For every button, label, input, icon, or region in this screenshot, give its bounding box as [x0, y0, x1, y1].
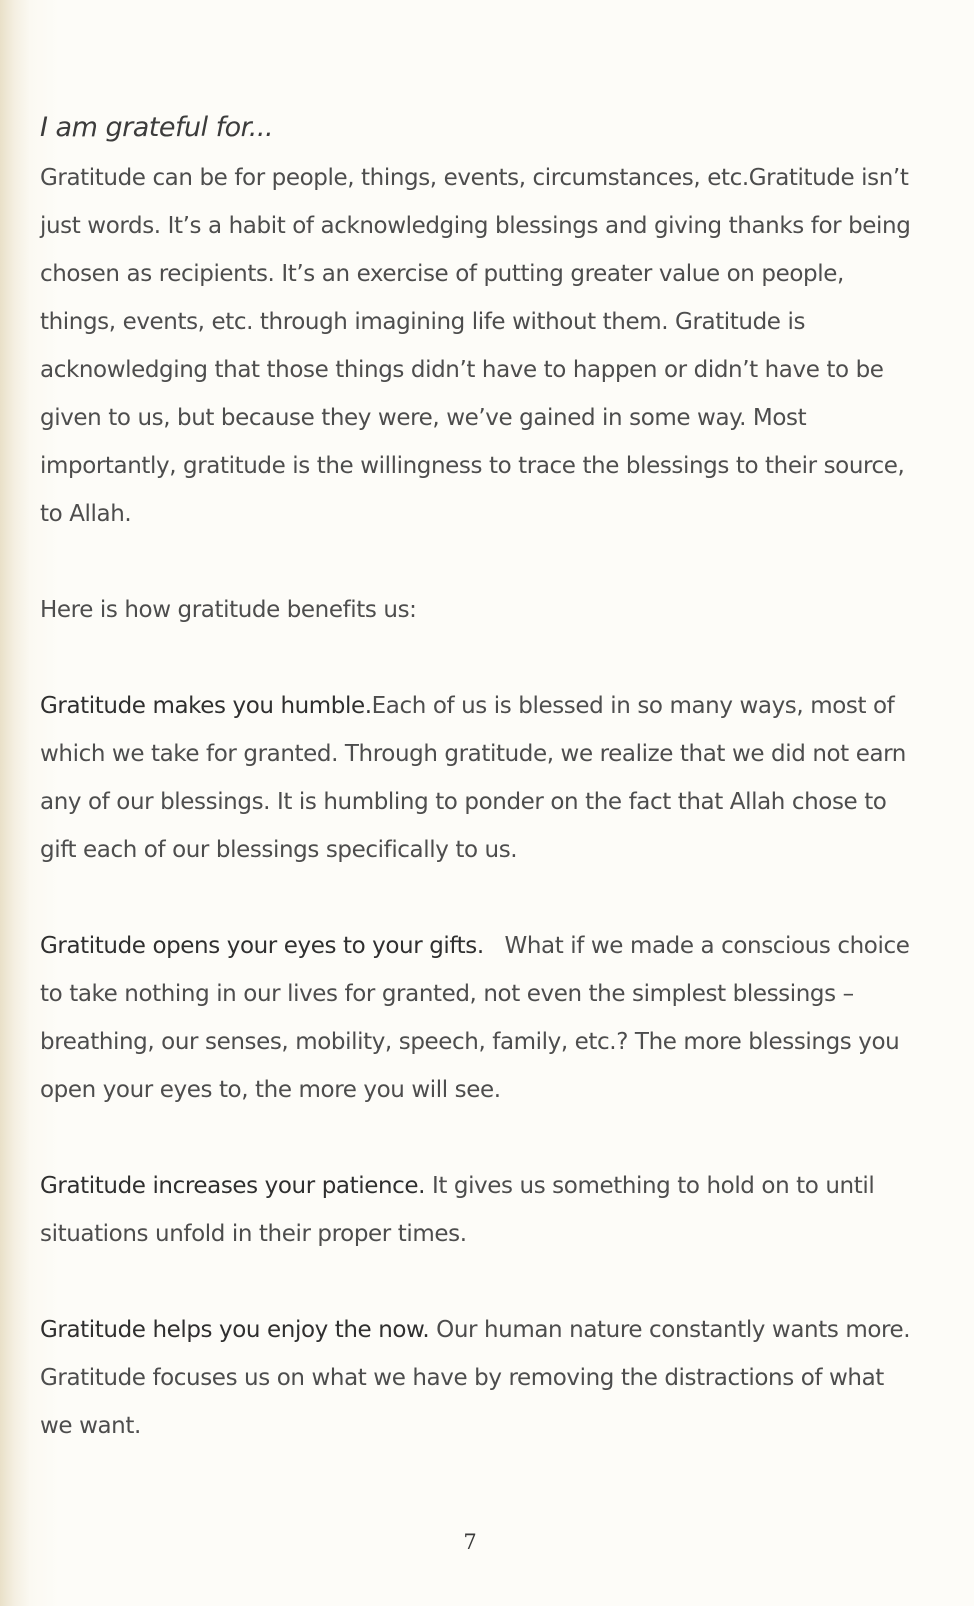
paragraph-gap	[40, 874, 920, 922]
benefit-lead: Gratitude makes you humble.	[40, 693, 372, 719]
benefit-lead: Gratitude opens your eyes to your gifts.	[40, 933, 484, 959]
page-content	[40, 108, 920, 1450]
benefit-text: Our human nature constantly wants more. Gratitude focuses us on what we have by removing the distractions of what we want.	[40, 1317, 918, 1439]
benefit-text: It gives us something to hold on to until situations unfold in their proper times.	[40, 1173, 882, 1247]
benefit-paragraph-now	[40, 1306, 920, 1450]
benefit-lead: Gratitude helps you enjoy the now.	[40, 1317, 430, 1343]
benefit-paragraph-humble	[40, 682, 920, 874]
paragraph-gap	[40, 538, 920, 586]
benefit-lead: Gratitude increases your patience.	[40, 1173, 426, 1199]
intro-paragraph: Gratitude can be for people, things, events, circumstances, etc.Gratitude isn’t just words. It’s a habit of acknowledging blessings and giving thanks for being chosen as recipients. It’s an exercise of putting greater value on people, things, events, etc. through imagining life without them. Gratitude is acknowledging that those things didn’t have to happen or didn’t have to be given to us, but because they were, we’ve gained in some way. Most importantly, gratitude is the willingness to trace the blessings to their source, to Allah.	[40, 165, 911, 527]
benefit-paragraph-patience	[40, 1162, 920, 1258]
section-heading: I am grateful for...	[40, 112, 274, 143]
page-number: 7	[463, 1530, 477, 1554]
benefit-text: What if we made a conscious choice to take nothing in our lives for granted, not even the simplest blessings – breathing, our senses, mobility, speech, family, etc.? The more blessings you open your eyes to, the more you will see.	[40, 933, 917, 1103]
benefit-text: Each of us is blessed in so many ways, most of which we take for granted. Through gratitude, we realize that we did not earn any of our blessings. It is humbling to ponder on the fact that Allah chose to gift each of our blessings specifically to us.	[40, 693, 906, 863]
paragraph-gap	[40, 1258, 920, 1306]
benefit-paragraph-eyes	[40, 922, 920, 1114]
benefits-intro: Here is how gratitude benefits us:	[40, 597, 417, 623]
paragraph-gap	[40, 1114, 920, 1162]
paragraph-gap	[40, 634, 920, 682]
